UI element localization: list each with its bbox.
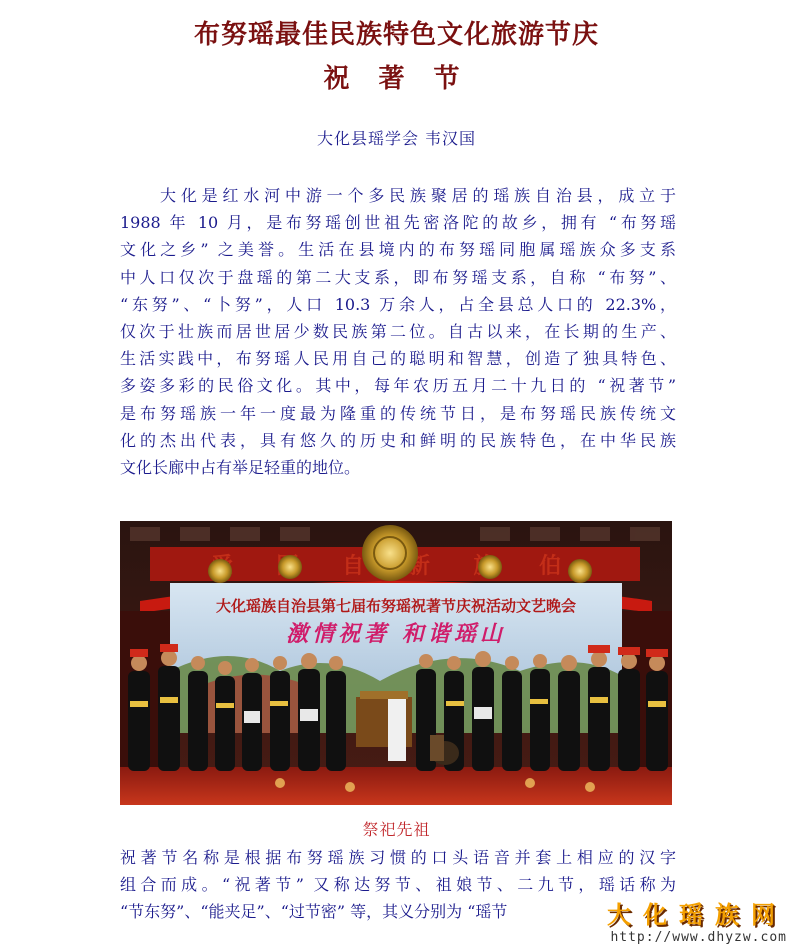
text-line: 大化是红水河中游一个多民族聚居的瑶族自治县，成立于 bbox=[160, 186, 676, 205]
photo-caption: 祭祀先祖 bbox=[362, 820, 431, 839]
text-line: “节东努”、“能夹足”、“过节密” 等，其义分别为 “瑶节 bbox=[120, 902, 508, 922]
text-line: 1988 年 10 月，是布努瑶创世祖先密洛陀的故乡，拥有 “布努瑶 bbox=[120, 213, 676, 233]
white-cloth bbox=[388, 699, 406, 761]
body-paragraph bbox=[120, 844, 676, 926]
top-sign-text: 自 新 伯 bbox=[342, 553, 580, 579]
bronze-drum-small bbox=[568, 559, 592, 583]
backdrop-banner-text: 大化瑶族自治县第七届布努瑶祝著节庆祝活动文艺晚会 bbox=[215, 597, 577, 615]
altar-top bbox=[360, 691, 408, 699]
festival-stage-photo bbox=[120, 521, 672, 805]
text-line: 生活实践中，布努瑶人民用自己的聪明和智慧，创造了独具特色、 bbox=[120, 349, 676, 369]
bronze-drum-small bbox=[208, 559, 232, 583]
bronze-drum-small bbox=[478, 555, 502, 579]
intro-paragraph bbox=[120, 182, 676, 481]
text-line: 文化之乡” 之美誉。生活在县境内的布努瑶同胞属瑶族众多支系 bbox=[120, 240, 676, 260]
watermark-url: http://www.dhyzw.com bbox=[610, 930, 787, 945]
text-line: 祝著节名称是根据布努瑶族习惯的口头语音并套上相应的汉字 bbox=[120, 848, 676, 867]
text-line: 仅次于壮族而居世居少数民族第二位。自古以来，在长期的生产、 bbox=[120, 321, 676, 341]
text-line: 多姿多彩的民俗文化。其中，每年农历五月二十九日的 “祝著节” bbox=[120, 376, 676, 396]
text-line: 是布努瑶族一年一度最为隆重的传统节日，是布努瑶民族传统文 bbox=[120, 403, 676, 423]
site-watermark bbox=[607, 895, 787, 945]
text-line: 文化长廊中占有举足轻重的地位。 bbox=[120, 457, 361, 477]
page-subtitle: 祝 著 节 bbox=[323, 64, 470, 94]
text-line: “东努”、“卜努”，人口 10.3 万余人，占全县总人口的 22.3%， bbox=[120, 294, 676, 314]
watermark-title: 大化瑶族网 bbox=[607, 901, 787, 929]
text-line: 中人口仅次于盘瑶的第二大支系，即布努瑶支系，自称 “布努”、 bbox=[120, 267, 676, 287]
text-line: 化的杰出代表，具有悠久的历史和鲜明的民族特色，在中华民族 bbox=[120, 430, 676, 450]
author-byline: 大化县瑶学会 韦汉国 bbox=[316, 129, 477, 148]
backdrop-slogan-text: 激情祝著 和谐瑶山 bbox=[286, 621, 506, 647]
text-line: 组合而成。“祝著节” 又称达努节、祖娘节、二九节，瑶话称为 bbox=[120, 875, 676, 895]
page-title: 布努瑶最佳民族特色文化旅游节庆 bbox=[193, 20, 599, 50]
basket bbox=[430, 735, 444, 761]
bronze-drum-emblem bbox=[362, 525, 418, 581]
bronze-drum-small bbox=[278, 555, 302, 579]
